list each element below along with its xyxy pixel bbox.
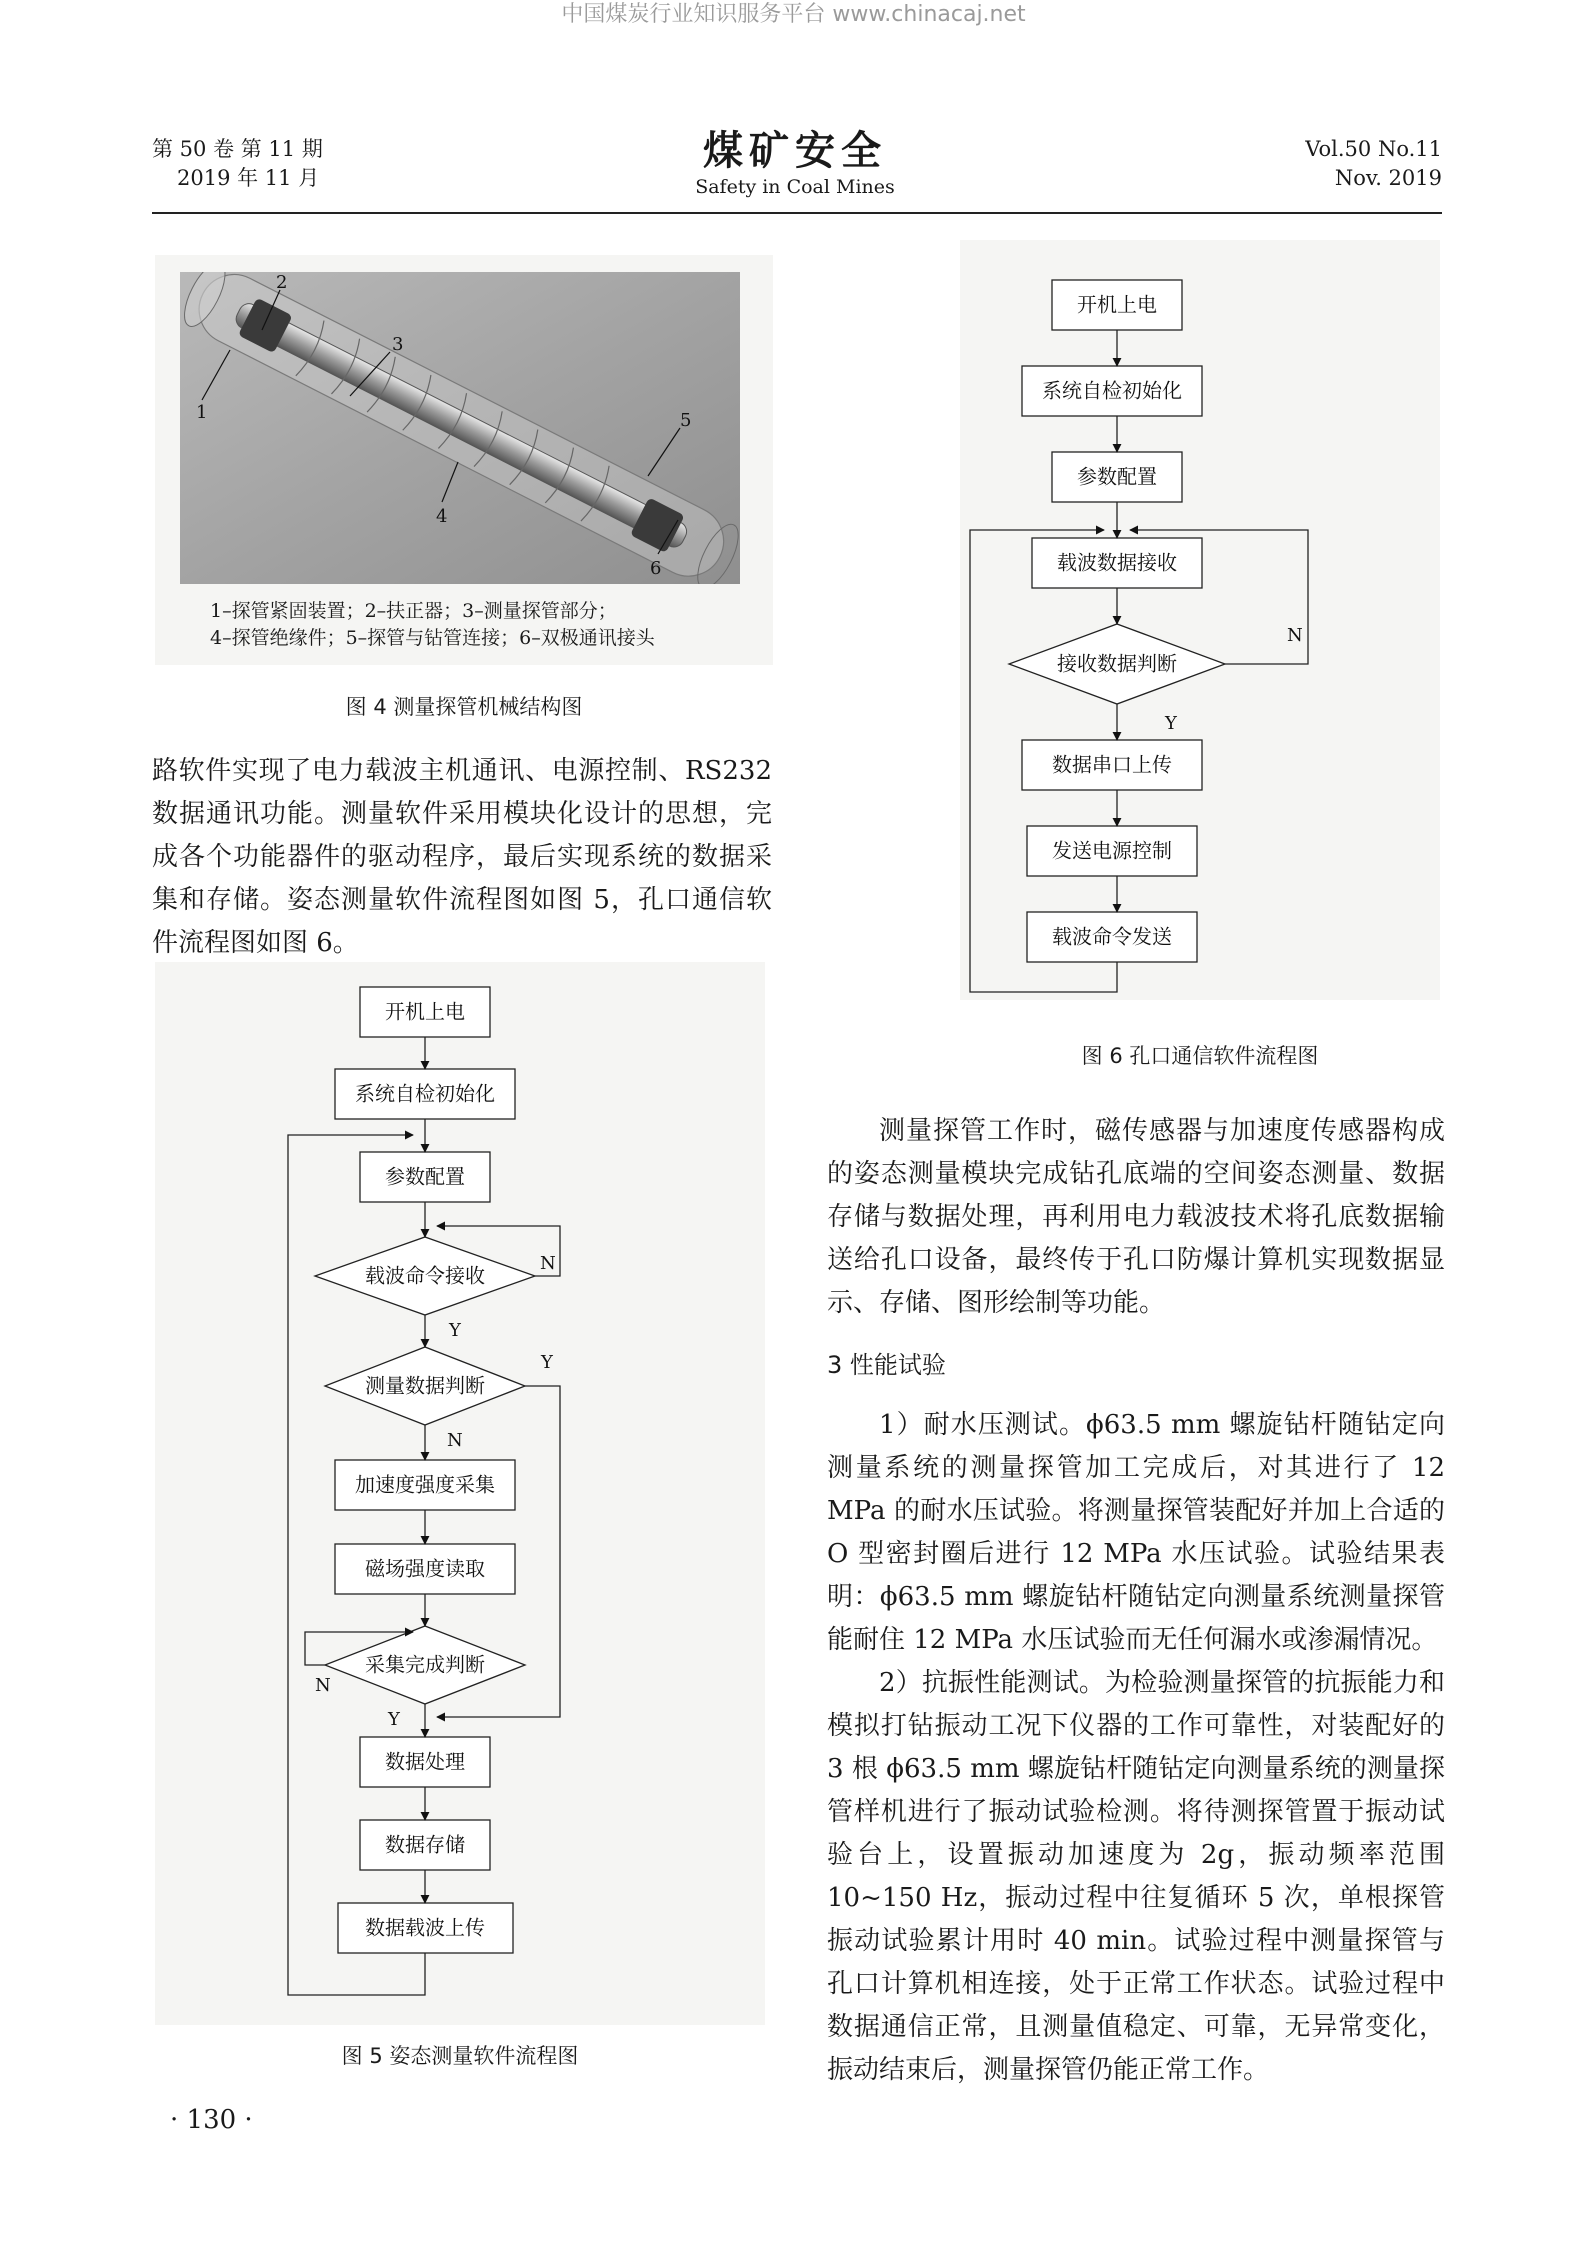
fig5-label-sample-done-judge: 采集完成判断 [365, 1652, 485, 1677]
fig5-n-carrier: N [540, 1253, 556, 1274]
figure6-flowchart [960, 240, 1440, 1000]
issue-info [152, 135, 323, 193]
fig5-label-measure-judge: 测量数据判断 [365, 1373, 485, 1398]
callout-4: 4 [436, 506, 448, 527]
figure5-caption: 图 5 姿态测量软件流程图 [341, 2044, 579, 2068]
fig5-label-accel-sample: 加速度强度采集 [355, 1472, 495, 1497]
fig5-y-measure: Y [541, 1352, 553, 1373]
callout-3: 3 [392, 334, 404, 355]
volume-issue-en: Vol.50 No.11 [1305, 137, 1442, 161]
header-rule [152, 212, 1442, 214]
fig6-label-carrier-cmd-send: 载波命令发送 [1052, 924, 1172, 949]
figure4-image [180, 272, 740, 584]
fig6-y-recv: Y [1165, 713, 1177, 734]
fig6-n-recv: N [1287, 625, 1303, 646]
right-paragraph-2: 1）耐水压测试。ϕ63.5 mm 螺旋钻杆随钻定向测量系统的测量探管加工完成后，对其进行了 12 MPa 的耐水压试验。将测量探管装配好并加上合适的 O 型密封圈后进行 12 MPa 水压试验。试验结果表明：ϕ63.5 mm 螺旋钻杆随钻定向测量系统测量探管能耐住 12 MPa 水压试验而无任何漏水或渗漏情况。 [827, 1410, 1445, 1655]
callout-6: 6 [650, 558, 662, 579]
fig5-y-sample: Y [388, 1709, 400, 1730]
fig6-label-send-power-ctrl: 发送电源控制 [1052, 838, 1172, 863]
right-paragraph-1: 测量探管工作时，磁传感器与加速度传感器构成的姿态测量模块完成钻孔底端的空间姿态测量、数据存储与数据处理，再利用电力载波技术将孔底数据输送给孔口设备，最终传于孔口防爆计算机实现数据显示、存储、图形绘制等功能。 [827, 1116, 1445, 1318]
fig5-n-sample: N [315, 1675, 331, 1696]
fig5-n-measure: N [447, 1430, 463, 1451]
volume-info-en [1290, 135, 1442, 193]
fig6-label-recv-judge: 接收数据判断 [1057, 651, 1177, 676]
fig5-label-param-config: 参数配置 [385, 1164, 465, 1189]
fig5-label-carrier-cmd-recv: 载波命令接收 [365, 1263, 485, 1288]
fig6-label-power-on: 开机上电 [1077, 292, 1157, 317]
section-heading: 3 性能试验 [827, 1351, 946, 1379]
fig5-label-data-upload: 数据载波上传 [365, 1915, 485, 1940]
fig6-label-param-config: 参数配置 [1077, 464, 1157, 489]
fig5-label-data-process: 数据处理 [385, 1749, 465, 1774]
figure5-flowchart [155, 962, 765, 2025]
fig5-label-mag-read: 磁场强度读取 [365, 1556, 485, 1581]
journal-title [650, 128, 940, 200]
issue-date: 2019 年 11 月 [177, 166, 320, 190]
callout-2: 2 [276, 272, 288, 293]
left-paragraph: 路软件实现了电力载波主机通讯、电源控制、RS232数据通讯功能。测量软件采用模块化设计的思想，完成各个功能器件的驱动程序，最后实现系统的数据采集和存储。姿态测量软件流程图如图 5，孔口通信软件流程图如图 6。 [152, 756, 772, 958]
page-number: · 130 · [170, 2105, 253, 2135]
right-paragraph-3: 2）抗振性能测试。为检验测量探管的抗振能力和模拟打钻振动工况下仪器的工作可靠性，对装配好的 3 根 ϕ63.5 mm 螺旋钻杆随钻定向测量系统的测量探管样机进行了振动试验检测。将待测探管置于振动试验台上，设置振动加速度为 2g，振动频率范围 10~150 Hz，振动过程中往复循环 5 次，单根探管振动试验累计用时 40 min。试验过程中测量探管与孔口计算机相连接，处于正常工作状态。试验过程中数据通信正常，且测量值稳定、可靠，无异常变化，振动结束后，测量探管仍能正常工作。 [827, 1668, 1445, 2085]
figure4-caption: 图 4 测量探管机械结构图 [345, 695, 583, 719]
callout-5: 5 [680, 410, 692, 431]
journal-title-en: Safety in Coal Mines [695, 176, 895, 198]
issue-date-en: Nov. 2019 [1334, 166, 1442, 190]
fig5-label-power-on: 开机上电 [385, 999, 465, 1024]
journal-title-cn: 煤矿安全 [703, 127, 887, 174]
figure4-legend [210, 598, 655, 652]
figure6-caption: 图 6 孔口通信软件流程图 [1081, 1044, 1319, 1068]
fig6-label-self-check: 系统自检初始化 [1042, 378, 1182, 403]
fig5-label-self-check: 系统自检初始化 [355, 1081, 495, 1106]
fig5-label-data-store: 数据存储 [385, 1832, 465, 1857]
volume-issue: 第 50 卷 第 11 期 [152, 137, 323, 161]
fig6-label-carrier-data-recv: 载波数据接收 [1057, 550, 1177, 575]
figure4-legend-line2: 4–探管绝缘件；5–探管与钻管连接；6–双极通讯接头 [210, 627, 655, 649]
fig5-y-carrier: Y [449, 1320, 461, 1341]
fig6-label-serial-upload: 数据串口上传 [1052, 752, 1172, 777]
callout-1: 1 [196, 402, 208, 423]
watermark: 中国煤炭行业知识服务平台 www.chinacaj.net [561, 2, 1026, 27]
figure4-legend-line1: 1–探管紧固装置；2–扶正器；3–测量探管部分； [210, 600, 617, 622]
